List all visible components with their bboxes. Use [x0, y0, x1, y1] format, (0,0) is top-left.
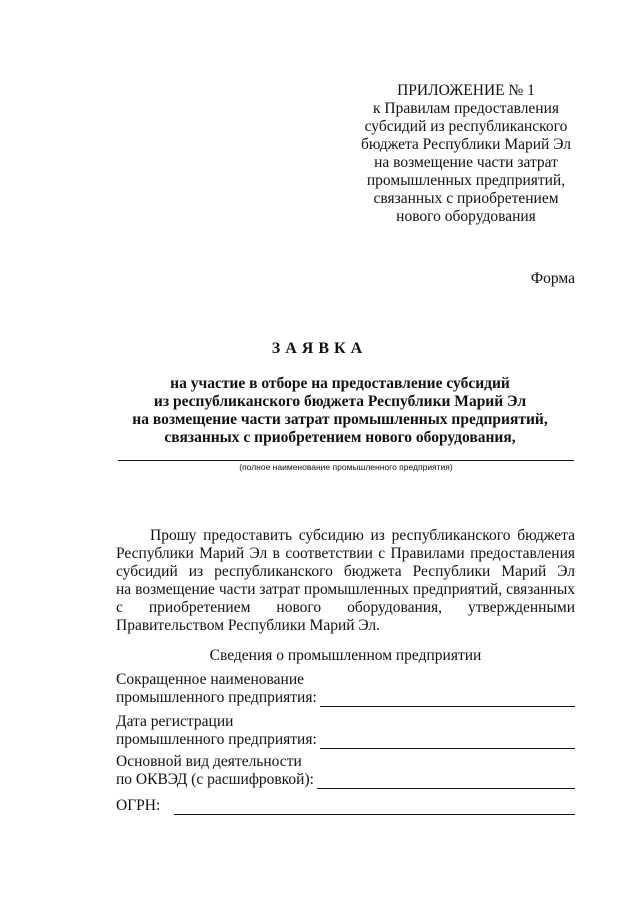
field-label: по ОКВЭД (с расшифровкой):: [116, 771, 314, 788]
paragraph-line: субсидий из республиканского бюджета Республики Марий Эл: [116, 563, 575, 580]
ogrn-blank[interactable]: [174, 800, 575, 815]
appendix-line: на возмещение части затрат: [374, 154, 558, 171]
appendix-line: промышленных предприятий,: [366, 172, 566, 189]
field-label: Дата регистрации: [116, 713, 234, 730]
appendix-line: бюджета Республики Марий Эл: [361, 136, 571, 153]
field-label: Сокращенное наименование: [116, 671, 305, 688]
registration-date-blank[interactable]: [320, 734, 575, 749]
ogrn-field: [116, 797, 575, 815]
form-label: Форма: [530, 270, 575, 287]
appendix-line: связанных с приобретением: [373, 190, 559, 207]
appendix-line: к Правилам предоставления: [372, 100, 560, 117]
paragraph-line: на возмещение части затрат промышленных предприятий, связанных: [116, 581, 575, 598]
registration-date-field: [116, 713, 575, 749]
subtitle-line: из республиканского бюджета Республики Марий Эл: [153, 393, 527, 410]
appendix-line: субсидий из республиканского: [364, 118, 568, 135]
paragraph-line: Прошу предоставить субсидию из республиканского бюджета: [150, 527, 575, 544]
short-name-field: [116, 671, 575, 707]
subtitle-line: на возмещение части затрат промышленных предприятий,: [132, 411, 548, 428]
request-paragraph: [116, 527, 575, 635]
okved-field: [116, 753, 575, 789]
subtitle-line: на участие в отборе на предоставление субсидий: [170, 375, 510, 392]
okved-blank[interactable]: [317, 774, 575, 789]
company-name-caption: (полное наименование промышленного предприятия): [239, 462, 453, 472]
paragraph-line: Правительством Республики Марий Эл.: [116, 617, 381, 634]
appendix-line: ПРИЛОЖЕНИЕ № 1: [397, 82, 535, 99]
short-name-blank[interactable]: [320, 692, 575, 707]
field-label: ОГРН:: [116, 797, 161, 814]
paragraph-line: Республики Марий Эл в соответствии с Правилами предоставления: [116, 545, 575, 562]
field-label: промышленного предприятия:: [116, 689, 317, 706]
paragraph-line: с приобретением нового оборудования, утвержденными: [116, 599, 575, 616]
field-label: Основной вид деятельности: [116, 753, 302, 770]
appendix-block: [346, 82, 586, 226]
document-subtitle: [100, 375, 580, 447]
field-label: промышленного предприятия:: [116, 731, 317, 748]
appendix-line: нового оборудования: [396, 208, 536, 225]
document-title: ЗАЯВКА: [271, 340, 368, 357]
subtitle-line: связанных с приобретением нового оборудования,: [164, 429, 516, 446]
company-name-blank[interactable]: [118, 460, 574, 461]
section-heading: Сведения о промышленном предприятии: [209, 647, 482, 664]
